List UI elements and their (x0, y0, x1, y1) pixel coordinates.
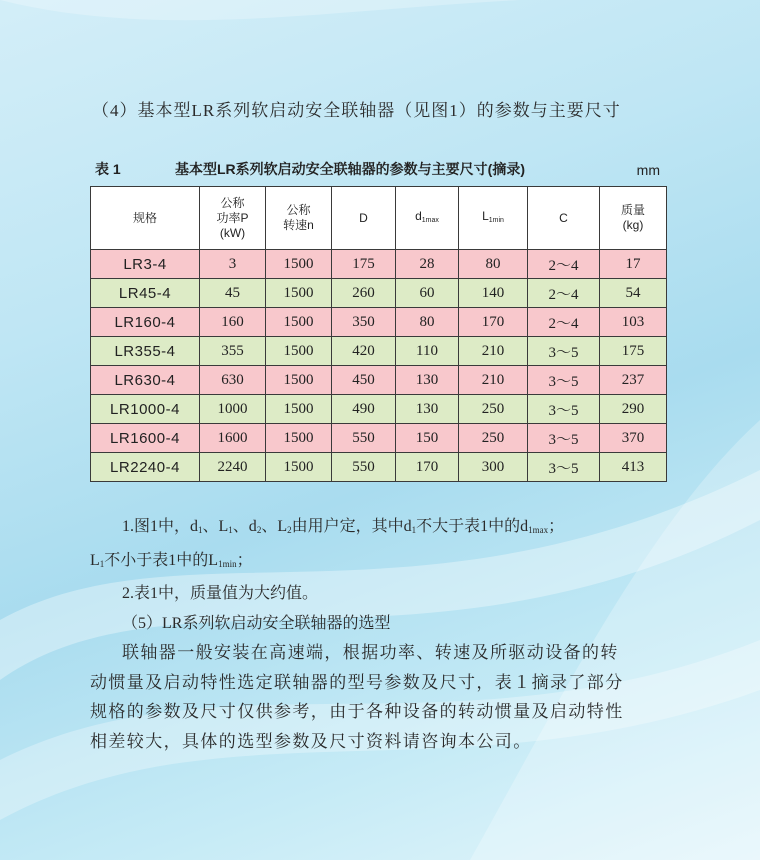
cell-spec: LR160-4 (91, 308, 200, 337)
cell-power: 160 (200, 308, 266, 337)
cell-D: 550 (332, 424, 396, 453)
header-D: D (332, 187, 396, 250)
header-L1min: $L_{1min}$ (459, 187, 528, 250)
cell-d: 60 (396, 279, 459, 308)
cell-d: 110 (396, 337, 459, 366)
cell-spec: LR1000-4 (91, 395, 200, 424)
notes-section (90, 512, 670, 756)
cell-D: 490 (332, 395, 396, 424)
table-row (91, 279, 667, 308)
table-body (91, 250, 667, 482)
cell-spec: LR2240-4 (91, 453, 200, 482)
table-number: 表 1 (95, 161, 121, 177)
cell-D: 420 (332, 337, 396, 366)
cell-L: 140 (459, 279, 528, 308)
cell-d: 130 (396, 395, 459, 424)
cell-C: 2～4 (528, 250, 600, 279)
cell-mass: 175 (600, 337, 667, 366)
cell-L: 80 (459, 250, 528, 279)
cell-C: 3～5 (528, 395, 600, 424)
table-row (91, 366, 667, 395)
cell-speed: 1500 (266, 308, 332, 337)
subsection-heading: （5）LR系列软启动安全联轴器的选型 (122, 614, 391, 632)
cell-spec: LR3-4 (91, 250, 200, 279)
table-row (91, 453, 667, 482)
table-row (91, 395, 667, 424)
cell-power: 2240 (200, 453, 266, 482)
cell-power: 3 (200, 250, 266, 279)
table-row (91, 250, 667, 279)
cell-mass: 103 (600, 308, 667, 337)
note-2: 2.表1中，质量值为大约值。 (122, 585, 319, 602)
cell-C: 3～5 (528, 424, 600, 453)
header-C: C (528, 187, 600, 250)
cell-speed: 1500 (266, 424, 332, 453)
table-row (91, 308, 667, 337)
cell-spec: LR355-4 (91, 337, 200, 366)
spec-table (90, 186, 667, 482)
cell-power: 1600 (200, 424, 266, 453)
cell-C: 3～5 (528, 453, 600, 482)
cell-spec: LR1600-4 (91, 424, 200, 453)
cell-d: 130 (396, 366, 459, 395)
paragraph-line-3: 规格的参数及尺寸仅供参考，由于各种设备的转动惯量及启动特性 (90, 702, 624, 721)
cell-mass: 413 (600, 453, 667, 482)
cell-mass: 290 (600, 395, 667, 424)
header-power: 公称 功率P (kW) (200, 187, 266, 250)
cell-speed: 1500 (266, 337, 332, 366)
table-title: 基本型LR系列软启动安全联轴器的参数与主要尺寸(摘录) (175, 161, 525, 177)
header-d1max: $d_{1max}$ (396, 187, 459, 250)
cell-mass: 237 (600, 366, 667, 395)
table-row (91, 337, 667, 366)
cell-L: 170 (459, 308, 528, 337)
cell-power: 45 (200, 279, 266, 308)
cell-d: 28 (396, 250, 459, 279)
cell-d: 80 (396, 308, 459, 337)
cell-D: 350 (332, 308, 396, 337)
cell-L: 210 (459, 337, 528, 366)
cell-d: 170 (396, 453, 459, 482)
paragraph-line-4: 相差较大，具体的选型参数及尺寸资料请咨询本公司。 (90, 731, 532, 751)
cell-power: 630 (200, 366, 266, 395)
cell-speed: 1500 (266, 250, 332, 279)
cell-spec: LR45-4 (91, 279, 200, 308)
paragraph-line-2: 动惯量及启动特性选定联轴器的型号参数及尺寸，表１摘录了部分 (90, 672, 624, 692)
section-heading: （4）基本型LR系列软启动安全联轴器（见图1）的参数与主要尺寸 (92, 101, 621, 120)
cell-power: 1000 (200, 395, 266, 424)
cell-D: 175 (332, 250, 396, 279)
cell-C: 3～5 (528, 337, 600, 366)
cell-D: 450 (332, 366, 396, 395)
header-speed: 公称 转速n (266, 187, 332, 250)
cell-speed: 1500 (266, 453, 332, 482)
header-spec: 规格 (91, 187, 200, 250)
table-unit: mm (636, 162, 660, 178)
cell-L: 300 (459, 453, 528, 482)
table-row (91, 424, 667, 453)
paragraph-line-1: 联轴器一般安装在高速端，根据功率、转速及所驱动设备的转 (122, 643, 619, 662)
cell-D: 260 (332, 279, 396, 308)
cell-power: 355 (200, 337, 266, 366)
table-header-row (91, 187, 667, 250)
note-1-continued: $L_1$不小于表1中的$L_{1min}$； (90, 551, 253, 569)
table-caption (95, 159, 660, 181)
cell-speed: 1500 (266, 366, 332, 395)
cell-mass: 54 (600, 279, 667, 308)
cell-d: 150 (396, 424, 459, 453)
cell-spec: LR630-4 (91, 366, 200, 395)
cell-D: 550 (332, 453, 396, 482)
cell-speed: 1500 (266, 395, 332, 424)
cell-L: 210 (459, 366, 528, 395)
cell-mass: 370 (600, 424, 667, 453)
cell-L: 250 (459, 424, 528, 453)
cell-C: 3～5 (528, 366, 600, 395)
header-mass: 质量 (kg) (600, 187, 667, 250)
note-1: 1.图1中，$d_1$、$L_1$、$d_2$、$L_2$由用户定，其中$d_1$不大于表1中的$d_{1max}$； (122, 518, 565, 535)
cell-mass: 17 (600, 250, 667, 279)
cell-C: 2～4 (528, 279, 600, 308)
cell-L: 250 (459, 395, 528, 424)
cell-C: 2～4 (528, 308, 600, 337)
cell-speed: 1500 (266, 279, 332, 308)
